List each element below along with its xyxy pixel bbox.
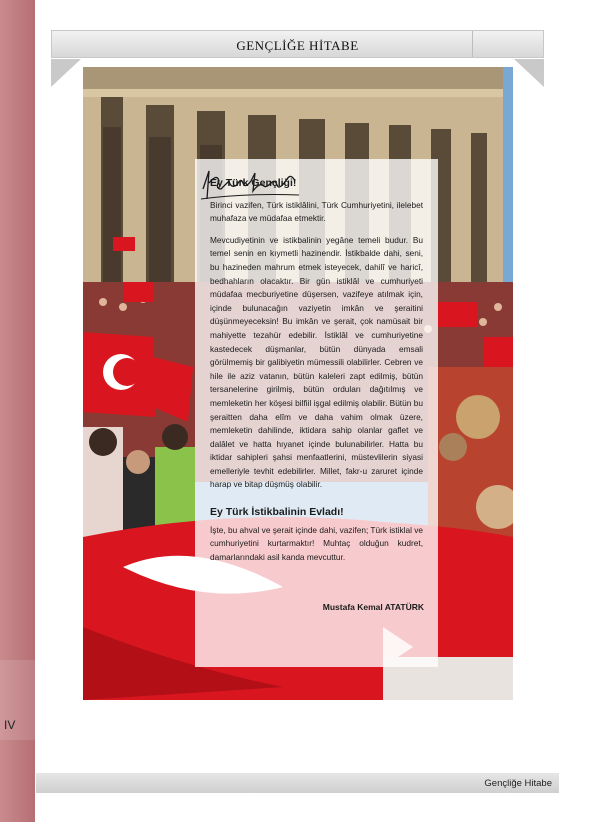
speech-text-panel (195, 159, 438, 667)
speech-heading-youth: Ey Türk Gençliği! (210, 177, 297, 189)
speech-paragraph-2: Mevcudiyetinin ve istikbalinin yegâne temeli budur. Bu temel senin en kıymetli hazinendir. İstikbalde dahi, seni, bu hazineden mahrum etmek isteyecek, dahilî ve haricî, bedhahların olacaktır. Bir gün istiklâl ve cumhuriyeti müdafaa mecburiyetine düşersen, vazifeye atılmak için, içinde bulunacağın vaziyetin imkân ve şeraitini düşünmeyeceksin! Bu imkân ve şerait, çok namüsait bir mahiyette tezahür edebilir. İstiklâl ve cumhuriyetine kastedecek düşmanlar, bütün dünyada emsali görülmemiş bir galibiyetin mümessili olabilirler. Cebren ve hile ile aziz vatanın, bütün kaleleri zapt edilmiş, bütün tersanelerine girilmiş, bütün orduları dağıtılmış ve memleketin her köşesi bilfiil işgal edilmiş olabilir. Bütün bu şeraitten daha elîm ve daha vahim olmak üzere, memleketin dahilinde, iktidara sahip olanlar gaflet ve dalâlet ve hatta hıyanet içinde bulunabilirler. Hatta bu iktidar sahipleri şahsi menfaatlerini, müstevlilerin siyasi emelleriyle tevhit edebilirler. Millet, fakr-u zaruret içinde harap ve bitap düşmüş olabilir. (210, 234, 423, 490)
page-number: IV (4, 718, 16, 732)
hero-photo (83, 67, 513, 700)
header-corner-left (51, 59, 81, 87)
speech-heading-future: Ey Türk İstikbalinin Evladı! (210, 506, 344, 519)
speech-paragraph-1: Birinci vazifen, Türk istiklâlini, Türk Cumhuriyetini, ilelebet muhafaza ve müdafaa etmektir. (210, 199, 423, 224)
footer-band (36, 773, 559, 793)
header-band (51, 30, 544, 58)
header-corner-right (514, 59, 544, 87)
footer-title: Gençliğe Hitabe (484, 778, 552, 789)
left-margin-bar (0, 0, 35, 822)
speech-paragraph-3: İşte, bu ahval ve şerait içinde dahi, vazifen; Türk istiklal ve cumhuriyetini kurtarmaktır! Muhtaç olduğun kudret, damarlarındaki asil kanda mevcuttur. (210, 524, 423, 562)
header-divider (472, 31, 473, 57)
signature-image (195, 159, 305, 209)
page-title: GENÇLİĞE HİTABE (236, 38, 359, 53)
speech-author: Mustafa Kemal ATATÜRK (322, 602, 424, 612)
